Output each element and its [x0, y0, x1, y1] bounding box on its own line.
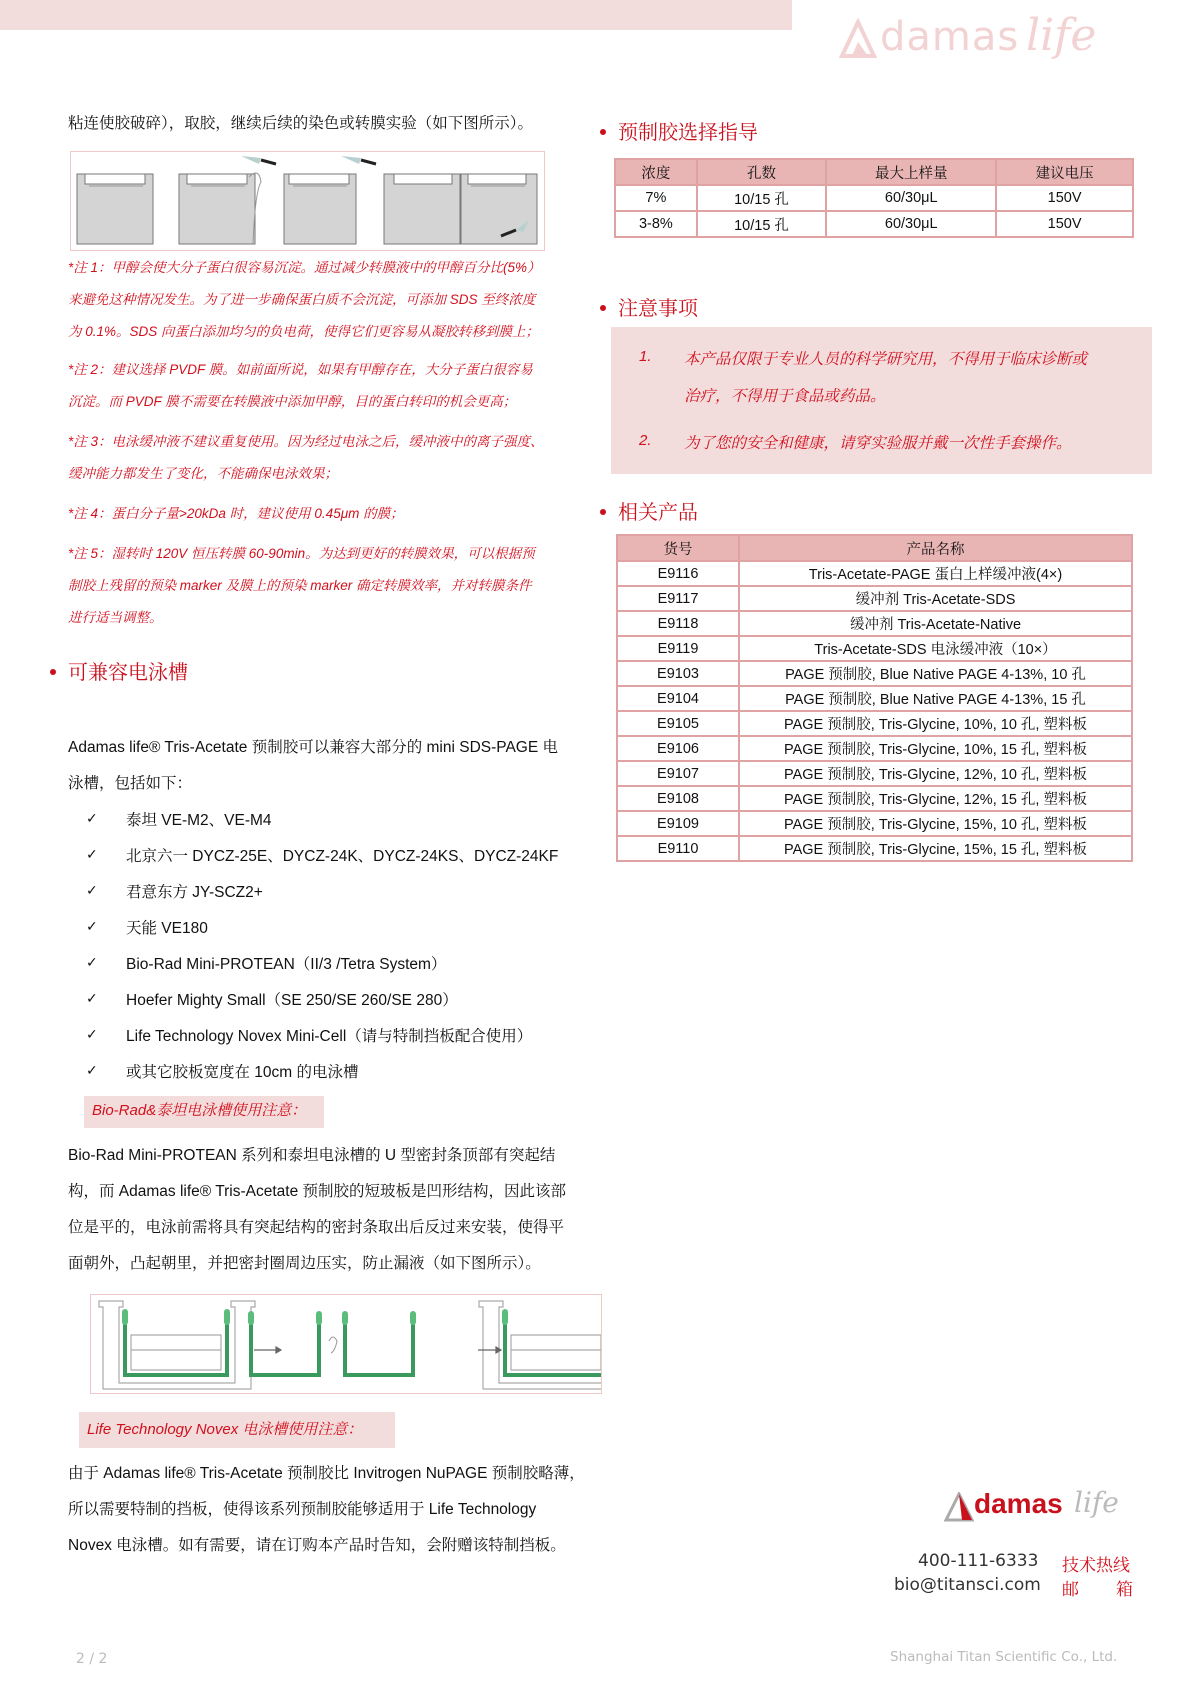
product-code: E9105 [617, 711, 739, 736]
product-code: E9103 [617, 661, 739, 686]
check-icon: ✓ [86, 882, 98, 898]
phone-number[interactable]: 400-111-6333 [918, 1551, 1039, 1571]
table-header-cell: 孔数 [697, 159, 827, 185]
caution-title-text: 注意事项 [618, 298, 698, 320]
table-row [615, 185, 1133, 211]
product-name: PAGE 预制胶, Tris-Glycine, 10%, 10 孔, 塑料板 [739, 711, 1132, 736]
compat-section-title [50, 656, 188, 685]
note-1-line-3: 为 0.1%。SDS 向蛋白添加均匀的负电荷，使得它们更容易从凝胶转移到膜上； [68, 324, 540, 339]
note-1-line-2: 来避免这种情况发生。为了进一步确保蛋白质不会沉淀，可添加 SDS 至终浓度 [68, 292, 536, 307]
adamas-logo-icon [944, 1492, 974, 1522]
table-header-cell: 产品名称 [739, 535, 1132, 561]
product-name: PAGE 预制胶, Tris-Glycine, 12%, 10 孔, 塑料板 [739, 761, 1132, 786]
table-cell: 150V [996, 185, 1133, 211]
product-row [617, 761, 1132, 786]
contact-logo-brand: damas [974, 1488, 1063, 1519]
adamas-logo-icon [838, 18, 878, 58]
novex-note-tag: Life Technology Novex 电泳槽使用注意： [79, 1412, 395, 1448]
check-icon: ✓ [86, 810, 98, 826]
caution-number: 1. [639, 348, 652, 365]
product-name: PAGE 预制胶, Tris-Glycine, 15%, 15 孔, 塑料板 [739, 836, 1132, 861]
intro-line: 粘连使胶破碎），取胶，继续后续的染色或转膜实验（如下图所示）。 [68, 115, 534, 132]
check-icon: ✓ [86, 1026, 98, 1042]
contact-logo-script: life [1074, 1486, 1119, 1519]
guide-title-text: 预制胶选择指导 [618, 122, 758, 144]
product-row [617, 661, 1132, 686]
compat-item: Life Technology Novex Mini-Cell（请与特制挡板配合使用） [126, 1028, 533, 1045]
compat-item: 泰坦 VE-M2、VE-M4 [126, 812, 272, 829]
product-row [617, 786, 1132, 811]
biorad-text-line-2: 构，而 Adamas life® Tris-Acetate 预制胶的短玻板是凹形结构，因此该部 [68, 1183, 567, 1200]
logo-brand-text: damas [880, 14, 1020, 60]
gel-removal-illustration [71, 152, 544, 250]
check-icon: ✓ [86, 990, 98, 1006]
check-icon: ✓ [86, 1062, 98, 1078]
table-cell: 150V [996, 211, 1133, 237]
table-header-row [617, 535, 1132, 561]
novex-text-line-3: Novex 电泳槽。如有需要，请在订购本产品时告知，会附赠该特制挡板。 [68, 1537, 566, 1554]
caution-text: 治疗，不得用于食品或药品。 [684, 388, 886, 405]
product-name: Tris-Acetate-PAGE 蛋白上样缓冲液(4×) [739, 561, 1132, 586]
check-icon: ✓ [86, 954, 98, 970]
caution-box [611, 327, 1152, 474]
table-cell: 3-8% [615, 211, 697, 237]
product-row [617, 736, 1132, 761]
company-name: Shanghai Titan Scientific Co., Ltd. [890, 1649, 1118, 1665]
table-cell: 7% [615, 185, 697, 211]
table-header-cell: 最大上样量 [826, 159, 996, 185]
note-3-line-2: 缓冲能力都发生了变化，不能确保电泳效果； [68, 466, 338, 481]
seal-strip-figure [90, 1294, 602, 1394]
product-name: 缓冲剂 Tris-Acetate-SDS [739, 586, 1132, 611]
product-row [617, 811, 1132, 836]
table-cell: 10/15 孔 [697, 185, 827, 211]
caution-number: 2. [639, 432, 652, 449]
product-code: E9107 [617, 761, 739, 786]
compat-item: 君意东方 JY-SCZ2+ [126, 884, 263, 901]
note-5-line-2: 制胶上残留的预染 marker 及膜上的预染 marker 确定转膜效率，并对转膜条件 [68, 578, 532, 593]
table-header-cell: 浓度 [615, 159, 697, 185]
phone-label: 技术热线 [1062, 1556, 1130, 1575]
check-icon: ✓ [86, 846, 98, 862]
product-name: PAGE 预制胶, Tris-Glycine, 12%, 15 孔, 塑料板 [739, 786, 1132, 811]
product-row [617, 686, 1132, 711]
table-cell: 10/15 孔 [697, 211, 827, 237]
product-code: E9109 [617, 811, 739, 836]
bullet-icon [600, 305, 606, 311]
gel-selection-table [614, 158, 1134, 238]
product-code: E9104 [617, 686, 739, 711]
bullet-icon [50, 669, 56, 675]
product-name: PAGE 预制胶, Tris-Glycine, 15%, 10 孔, 塑料板 [739, 811, 1132, 836]
biorad-note-tag: Bio-Rad&泰坦电泳槽使用注意： [84, 1096, 324, 1128]
biorad-text-line-1: Bio-Rad Mini-PROTEAN 系列和泰坦电泳槽的 U 型密封条顶部有突起结 [68, 1147, 556, 1164]
compat-title-text: 可兼容电泳槽 [68, 662, 188, 684]
related-section-title [600, 496, 698, 525]
email-address[interactable]: bio@titansci.com [894, 1575, 1041, 1595]
caution-section-title [600, 292, 698, 321]
product-code: E9108 [617, 786, 739, 811]
note-3-line-1: *注 3：电泳缓冲液不建议重复使用。因为经过电泳之后，缓冲液中的离子强度、 [68, 434, 544, 449]
bullet-icon [600, 509, 606, 515]
compat-intro-line-1: Adamas life® Tris-Acetate 预制胶可以兼容大部分的 mini SDS-PAGE 电 [68, 739, 558, 756]
contact-logo [944, 1486, 1144, 1532]
product-code: E9118 [617, 611, 739, 636]
page-number: 2 / 2 [76, 1651, 108, 1667]
gel-removal-figure [70, 151, 545, 251]
related-products-table [616, 534, 1133, 862]
product-row [617, 636, 1132, 661]
table-row [615, 211, 1133, 237]
note-1-line-1: *注 1：甲醇会使大分子蛋白很容易沉淀。通过减少转膜液中的甲醇百分比(5%） [68, 260, 541, 275]
table-header-cell: 建议电压 [996, 159, 1133, 185]
product-code: E9117 [617, 586, 739, 611]
product-code: E9119 [617, 636, 739, 661]
biorad-text-line-3: 位是平的，电泳前需将具有突起结构的密封条取出后反过来安装，使得平 [68, 1219, 565, 1236]
note-5-line-1: *注 5：湿转时 120V 恒压转膜 60-90min。为达到更好的转膜效果，可以根据预 [68, 546, 535, 561]
header-logo [838, 10, 1128, 80]
compat-item: Hoefer Mighty Small（SE 250/SE 260/SE 280） [126, 992, 458, 1009]
product-row [617, 611, 1132, 636]
product-row [617, 836, 1132, 861]
product-code: E9110 [617, 836, 739, 861]
compat-item: 北京六一 DYCZ-25E、DYCZ-24K、DYCZ-24KS、DYCZ-24KF [126, 848, 559, 865]
caution-text: 为了您的安全和健康，请穿实验服并戴一次性手套操作。 [684, 435, 1072, 452]
product-name: PAGE 预制胶, Tris-Glycine, 10%, 15 孔, 塑料板 [739, 736, 1132, 761]
compat-item: Bio-Rad Mini-PROTEAN（II/3 /Tetra System） [126, 956, 447, 973]
product-row [617, 561, 1132, 586]
related-title-text: 相关产品 [618, 502, 698, 524]
novex-text-line-2: 所以需要特制的挡板，使得该系列预制胶能够适用于 Life Technology [68, 1501, 537, 1518]
header-band [0, 0, 792, 30]
product-code: E9116 [617, 561, 739, 586]
product-code: E9106 [617, 736, 739, 761]
table-header-cell: 货号 [617, 535, 739, 561]
product-name: Tris-Acetate-SDS 电泳缓冲液（10×） [739, 636, 1132, 661]
bullet-icon [600, 129, 606, 135]
compat-item: 天能 VE180 [126, 920, 208, 937]
novex-text-line-1: 由于 Adamas life® Tris-Acetate 预制胶比 Invitrogen NuPAGE 预制胶略薄， [68, 1465, 585, 1482]
seal-strip-illustration [91, 1295, 601, 1393]
product-name: PAGE 预制胶, Blue Native PAGE 4-13%, 10 孔 [739, 661, 1132, 686]
note-2-line-2: 沉淀。而 PVDF 膜不需要在转膜液中添加甲醇，目的蛋白转印的机会更高； [68, 394, 517, 409]
compat-intro-line-2: 泳槽，包括如下： [68, 775, 193, 792]
note-4-line: *注 4：蛋白分子量>20kDa 时，建议使用 0.45μm 的膜； [68, 506, 404, 521]
logo-script-text: life [1026, 10, 1097, 61]
guide-section-title [600, 116, 758, 145]
product-name: PAGE 预制胶, Blue Native PAGE 4-13%, 15 孔 [739, 686, 1132, 711]
caution-text: 本产品仅限于专业人员的科学研究用，不得用于临床诊断或 [684, 351, 1088, 368]
product-row [617, 586, 1132, 611]
biorad-text-line-4: 面朝外，凸起朝里，并把密封圈周边压实，防止漏液（如下图所示）。 [68, 1255, 541, 1272]
table-cell: 60/30μL [826, 211, 996, 237]
product-row [617, 711, 1132, 736]
email-label-2: 箱 [1116, 1580, 1133, 1599]
product-name: 缓冲剂 Tris-Acetate-Native [739, 611, 1132, 636]
compat-item: 或其它胶板宽度在 10cm 的电泳槽 [126, 1064, 359, 1081]
table-cell: 60/30μL [826, 185, 996, 211]
note-2-line-1: *注 2：建议选择 PVDF 膜。如前面所说，如果有甲醇存在，大分子蛋白很容易 [68, 362, 533, 377]
check-icon: ✓ [86, 918, 98, 934]
email-label-1: 邮 [1062, 1580, 1079, 1599]
table-header-row [615, 159, 1133, 185]
note-5-line-3: 进行适当调整。 [68, 610, 163, 625]
